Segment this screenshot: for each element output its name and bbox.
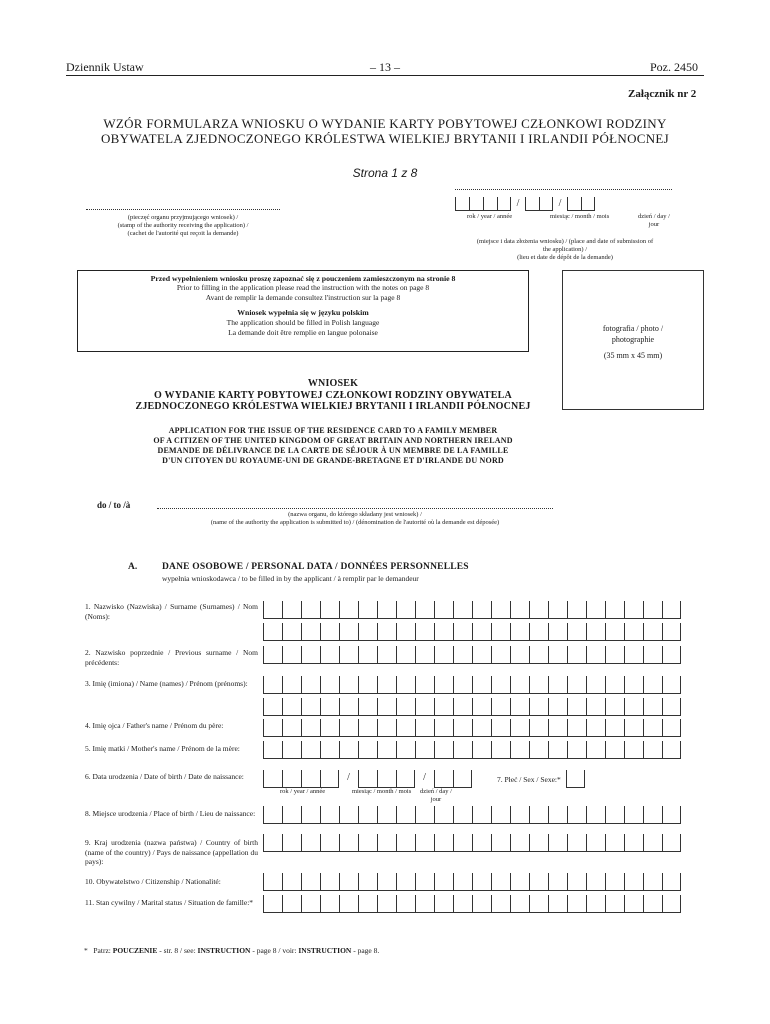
char-box[interactable] bbox=[510, 741, 529, 759]
char-box[interactable] bbox=[263, 741, 282, 759]
char-box[interactable] bbox=[491, 741, 510, 759]
char-box[interactable] bbox=[548, 719, 567, 737]
char-box[interactable] bbox=[320, 895, 339, 913]
char-box[interactable] bbox=[472, 698, 491, 716]
page-number: – 13 – bbox=[370, 60, 400, 74]
char-box[interactable] bbox=[491, 676, 510, 694]
date-year-label: rok / year / année bbox=[467, 213, 513, 220]
char-box[interactable] bbox=[415, 623, 434, 641]
char-box[interactable] bbox=[301, 806, 320, 824]
char-box[interactable] bbox=[358, 623, 377, 641]
char-box[interactable] bbox=[605, 719, 624, 737]
char-box[interactable] bbox=[358, 646, 377, 664]
char-box[interactable] bbox=[643, 834, 662, 852]
char-box[interactable] bbox=[510, 676, 529, 694]
char-box[interactable] bbox=[624, 741, 643, 759]
char-box[interactable] bbox=[396, 834, 415, 852]
char-box[interactable] bbox=[320, 623, 339, 641]
char-box[interactable] bbox=[453, 806, 472, 824]
char-box[interactable] bbox=[491, 719, 510, 737]
char-box[interactable] bbox=[472, 834, 491, 852]
stamp-caption: (pieczęć organu przyjmującego wniosek) / (stamp of the authority receiving the application) / (cachet de l'autorité qui reçoit la demande) bbox=[117, 214, 249, 237]
char-box[interactable] bbox=[510, 698, 529, 716]
char-box[interactable] bbox=[415, 676, 434, 694]
char-box[interactable] bbox=[396, 698, 415, 716]
char-box[interactable] bbox=[434, 895, 453, 913]
char-box[interactable] bbox=[643, 895, 662, 913]
char-box[interactable] bbox=[263, 623, 282, 641]
char-box[interactable] bbox=[434, 601, 453, 619]
char-box[interactable] bbox=[586, 646, 605, 664]
char-box[interactable] bbox=[282, 646, 301, 664]
char-box[interactable] bbox=[662, 873, 681, 891]
char-box[interactable] bbox=[377, 601, 396, 619]
char-box[interactable] bbox=[529, 873, 548, 891]
char-box[interactable] bbox=[529, 623, 548, 641]
char-box[interactable] bbox=[282, 698, 301, 716]
char-box[interactable] bbox=[434, 623, 453, 641]
to-label: do / to /à bbox=[97, 500, 131, 510]
char-box[interactable] bbox=[586, 806, 605, 824]
char-box[interactable] bbox=[358, 834, 377, 852]
char-box[interactable] bbox=[624, 601, 643, 619]
char-box[interactable] bbox=[510, 719, 529, 737]
char-box[interactable] bbox=[529, 834, 548, 852]
char-box[interactable] bbox=[301, 676, 320, 694]
char-box[interactable] bbox=[434, 806, 453, 824]
char-box[interactable] bbox=[472, 719, 491, 737]
char-box[interactable] bbox=[339, 676, 358, 694]
char-box[interactable] bbox=[396, 601, 415, 619]
char-box[interactable] bbox=[662, 676, 681, 694]
char-box[interactable] bbox=[339, 806, 358, 824]
char-box[interactable] bbox=[320, 741, 339, 759]
char-box[interactable] bbox=[301, 834, 320, 852]
char-box[interactable] bbox=[586, 873, 605, 891]
char-box[interactable] bbox=[529, 601, 548, 619]
photo-box: fotografia / photo / photographie (35 mm x 45 mm) bbox=[562, 270, 704, 410]
place-of-birth-boxes[interactable] bbox=[263, 806, 681, 824]
char-box[interactable] bbox=[453, 676, 472, 694]
char-box[interactable] bbox=[301, 698, 320, 716]
char-box[interactable] bbox=[301, 873, 320, 891]
char-box[interactable] bbox=[662, 719, 681, 737]
char-box[interactable] bbox=[548, 646, 567, 664]
char-box[interactable] bbox=[510, 623, 529, 641]
char-box[interactable] bbox=[282, 741, 301, 759]
char-box[interactable] bbox=[263, 698, 282, 716]
char-box[interactable] bbox=[586, 895, 605, 913]
field-label-citizenship: 10. Obywatelstwo / Citizenship / Nationalité: bbox=[85, 877, 221, 886]
char-box[interactable] bbox=[453, 601, 472, 619]
char-box[interactable] bbox=[358, 806, 377, 824]
submission-date-boxes[interactable]: / / bbox=[455, 197, 595, 211]
place-line bbox=[455, 189, 672, 190]
position-number: Poz. 2450 bbox=[650, 60, 698, 74]
char-box[interactable] bbox=[453, 698, 472, 716]
section-title: DANE OSOBOWE / PERSONAL DATA / DONNÉES PERSONNELLES bbox=[162, 562, 469, 572]
char-box[interactable] bbox=[358, 873, 377, 891]
char-box[interactable] bbox=[491, 834, 510, 852]
char-box[interactable] bbox=[339, 601, 358, 619]
char-box[interactable] bbox=[586, 741, 605, 759]
char-box[interactable] bbox=[624, 623, 643, 641]
char-box[interactable] bbox=[643, 698, 662, 716]
field-label-father-name: 4. Imię ojca / Father's name / Prénom du père: bbox=[85, 721, 224, 730]
field-label-previous-surname: 2. Nazwisko poprzednie / Previous surname / Nom précédents: bbox=[85, 648, 258, 667]
char-box[interactable] bbox=[529, 719, 548, 737]
previous-surname-boxes[interactable] bbox=[263, 646, 681, 664]
char-box[interactable] bbox=[472, 601, 491, 619]
char-box[interactable] bbox=[434, 719, 453, 737]
char-box[interactable] bbox=[358, 601, 377, 619]
char-box[interactable] bbox=[567, 895, 586, 913]
char-box[interactable] bbox=[377, 698, 396, 716]
char-box[interactable] bbox=[548, 676, 567, 694]
char-box[interactable] bbox=[453, 623, 472, 641]
char-box[interactable] bbox=[586, 834, 605, 852]
char-box[interactable] bbox=[624, 676, 643, 694]
place-caption: (miejsce i data złożenia wniosku) / (place and date of submission of the application) / (lieu et date de dépôt de la demande) bbox=[476, 238, 654, 261]
field-label-marital-status: 11. Stan cywilny / Marital status / Situation de famille:* bbox=[85, 898, 254, 907]
char-box[interactable] bbox=[605, 834, 624, 852]
char-box[interactable] bbox=[510, 601, 529, 619]
char-box[interactable] bbox=[491, 895, 510, 913]
char-box[interactable] bbox=[339, 741, 358, 759]
char-box[interactable] bbox=[263, 806, 282, 824]
char-box[interactable] bbox=[529, 676, 548, 694]
char-box[interactable] bbox=[605, 741, 624, 759]
char-box[interactable] bbox=[339, 719, 358, 737]
char-box[interactable] bbox=[491, 806, 510, 824]
char-box[interactable] bbox=[605, 698, 624, 716]
char-box[interactable] bbox=[415, 834, 434, 852]
char-box[interactable] bbox=[263, 873, 282, 891]
authority-line[interactable] bbox=[157, 508, 553, 509]
char-box[interactable] bbox=[320, 806, 339, 824]
char-box[interactable] bbox=[567, 676, 586, 694]
char-box[interactable] bbox=[282, 676, 301, 694]
char-box[interactable] bbox=[605, 601, 624, 619]
char-box[interactable] bbox=[320, 719, 339, 737]
char-box[interactable] bbox=[491, 646, 510, 664]
section-subtitle: wypełnia wnioskodawca / to be filled in by the applicant / à remplir par le demandeur bbox=[162, 574, 419, 583]
char-box[interactable] bbox=[396, 895, 415, 913]
char-box[interactable] bbox=[415, 873, 434, 891]
char-box[interactable] bbox=[434, 834, 453, 852]
char-box[interactable] bbox=[662, 806, 681, 824]
char-box[interactable] bbox=[415, 895, 434, 913]
char-box[interactable] bbox=[567, 601, 586, 619]
char-box[interactable] bbox=[339, 623, 358, 641]
char-box[interactable] bbox=[358, 741, 377, 759]
field-label-name: 3. Imię (imiona) / Name (names) / Prénom (prénoms): bbox=[85, 679, 248, 688]
char-box[interactable] bbox=[624, 646, 643, 664]
char-box[interactable] bbox=[396, 646, 415, 664]
char-box[interactable] bbox=[548, 806, 567, 824]
char-box[interactable] bbox=[320, 834, 339, 852]
header-divider bbox=[66, 75, 704, 76]
char-box[interactable] bbox=[301, 601, 320, 619]
field-label-country-of-birth: 9. Kraj urodzenia (nazwa państwa) / Country of birth (name of the country) / Pays de naissance (appellation du pays): bbox=[85, 838, 258, 866]
surname-boxes-row1[interactable] bbox=[263, 601, 681, 619]
char-box[interactable] bbox=[548, 834, 567, 852]
char-box[interactable] bbox=[605, 895, 624, 913]
char-box[interactable] bbox=[282, 719, 301, 737]
stamp-line bbox=[86, 209, 280, 210]
char-box[interactable] bbox=[548, 601, 567, 619]
char-box[interactable] bbox=[567, 623, 586, 641]
char-box[interactable] bbox=[529, 895, 548, 913]
char-box[interactable] bbox=[301, 623, 320, 641]
char-box[interactable] bbox=[643, 873, 662, 891]
char-box[interactable] bbox=[263, 719, 282, 737]
char-box[interactable] bbox=[586, 623, 605, 641]
char-box[interactable] bbox=[415, 741, 434, 759]
char-box[interactable] bbox=[548, 741, 567, 759]
char-box[interactable] bbox=[396, 873, 415, 891]
char-box[interactable] bbox=[453, 741, 472, 759]
char-box[interactable] bbox=[339, 895, 358, 913]
char-box[interactable] bbox=[491, 623, 510, 641]
char-box[interactable] bbox=[662, 601, 681, 619]
dob-day-label: dzień / day / jour bbox=[420, 788, 452, 803]
char-box[interactable] bbox=[567, 698, 586, 716]
char-box[interactable] bbox=[453, 646, 472, 664]
char-box[interactable] bbox=[434, 676, 453, 694]
char-box[interactable] bbox=[472, 873, 491, 891]
char-box[interactable] bbox=[263, 601, 282, 619]
char-box[interactable] bbox=[282, 623, 301, 641]
char-box[interactable] bbox=[586, 719, 605, 737]
char-box[interactable] bbox=[377, 834, 396, 852]
char-box[interactable] bbox=[472, 806, 491, 824]
char-box[interactable] bbox=[624, 698, 643, 716]
char-box[interactable] bbox=[643, 601, 662, 619]
father-name-boxes[interactable] bbox=[263, 719, 681, 737]
date-day-label: dzień / day / jour bbox=[638, 213, 670, 228]
char-box[interactable] bbox=[320, 873, 339, 891]
char-box[interactable] bbox=[567, 873, 586, 891]
char-box[interactable] bbox=[434, 873, 453, 891]
char-box[interactable] bbox=[662, 834, 681, 852]
char-box[interactable] bbox=[396, 676, 415, 694]
char-box[interactable] bbox=[662, 646, 681, 664]
field-label-place-of-birth: 8. Miejsce urodzenia / Place of birth / Lieu de naissance: bbox=[85, 809, 256, 818]
application-heading-pl: WNIOSEK O WYDANIE KARTY POBYTOWEJ CZŁONKOWI RODZINY OBYWATELA ZJEDNOCZONEGO KRÓLESTWA WIELKIEJ BRYTANII I IRLANDII PÓŁNOCNEJ bbox=[135, 378, 531, 412]
char-box[interactable] bbox=[282, 806, 301, 824]
char-box[interactable] bbox=[567, 646, 586, 664]
char-box[interactable] bbox=[377, 873, 396, 891]
char-box[interactable] bbox=[529, 741, 548, 759]
char-box[interactable] bbox=[529, 806, 548, 824]
char-box[interactable] bbox=[643, 623, 662, 641]
char-box[interactable] bbox=[510, 834, 529, 852]
char-box[interactable] bbox=[605, 873, 624, 891]
footnote: * Patrz: POUCZENIE - str. 8 / see: INSTRUCTION - page 8 / voir: INSTRUCTION - page 8. bbox=[84, 946, 380, 955]
char-box[interactable] bbox=[453, 719, 472, 737]
dob-month-label: miesiąc / month / mois bbox=[352, 788, 412, 795]
char-box[interactable] bbox=[282, 873, 301, 891]
char-box[interactable] bbox=[548, 873, 567, 891]
char-box[interactable] bbox=[301, 895, 320, 913]
char-box[interactable] bbox=[662, 698, 681, 716]
instruction-box: Przed wypełnieniem wniosku proszę zapoznać się z pouczeniem zamieszczonym na stronie 8 Prior to filling in the application please read the instruction with the notes on page 8 Avant de remplir la demande consultez l'instruction sur la page 8 Wniosek wypełnia się w języku polskim The application should be filled in Polish language La demande doit être remplie en langue polonaise bbox=[77, 270, 529, 352]
char-box[interactable] bbox=[358, 698, 377, 716]
char-box[interactable] bbox=[453, 895, 472, 913]
dob-year-label: rok / year / année bbox=[280, 788, 326, 795]
char-box[interactable] bbox=[605, 676, 624, 694]
char-box[interactable] bbox=[472, 676, 491, 694]
char-box[interactable] bbox=[415, 806, 434, 824]
char-box[interactable] bbox=[453, 834, 472, 852]
char-box[interactable] bbox=[396, 623, 415, 641]
char-box[interactable] bbox=[510, 873, 529, 891]
citizenship-boxes[interactable] bbox=[263, 873, 681, 891]
name-boxes-row1[interactable] bbox=[263, 676, 681, 694]
page-indicator: Strona 1 z 8 bbox=[352, 166, 418, 180]
char-box[interactable] bbox=[358, 719, 377, 737]
char-box[interactable] bbox=[377, 895, 396, 913]
char-box[interactable] bbox=[624, 895, 643, 913]
char-box[interactable] bbox=[548, 698, 567, 716]
date-of-birth-boxes[interactable]: / / bbox=[263, 770, 472, 788]
char-box[interactable] bbox=[320, 676, 339, 694]
application-heading-en-fr: APPLICATION FOR THE ISSUE OF THE RESIDENCE CARD TO A FAMILY MEMBER OF A CITIZEN OF THE UNITED KINGDOM OF GREAT BRITAIN AND NORTHERN IRELAND DEMANDE DE DÉLIVRANCE DE LA CARTE DE SÉJOUR À UN MEMBRE DE LA FAMILLE D'UN CITOYEN DU ROYAUME-UNI DE GRANDE-BRETAGNE ET D'IRLANDE DU NORD bbox=[153, 426, 513, 465]
char-box[interactable] bbox=[567, 741, 586, 759]
char-box[interactable] bbox=[624, 834, 643, 852]
char-box[interactable] bbox=[643, 741, 662, 759]
char-box[interactable] bbox=[377, 741, 396, 759]
char-box[interactable] bbox=[434, 741, 453, 759]
name-boxes-row2[interactable] bbox=[263, 698, 681, 716]
char-box[interactable] bbox=[510, 646, 529, 664]
char-box[interactable] bbox=[415, 698, 434, 716]
journal-name: Dziennik Ustaw bbox=[66, 60, 144, 74]
char-box[interactable] bbox=[586, 676, 605, 694]
char-box[interactable] bbox=[358, 895, 377, 913]
char-box[interactable] bbox=[339, 873, 358, 891]
char-box[interactable] bbox=[263, 895, 282, 913]
char-box[interactable] bbox=[263, 834, 282, 852]
char-box[interactable] bbox=[396, 741, 415, 759]
char-box[interactable] bbox=[434, 698, 453, 716]
char-box[interactable] bbox=[662, 623, 681, 641]
char-box[interactable] bbox=[548, 623, 567, 641]
char-box[interactable] bbox=[605, 806, 624, 824]
mother-name-boxes[interactable] bbox=[263, 741, 681, 759]
char-box[interactable] bbox=[491, 698, 510, 716]
char-box[interactable] bbox=[320, 698, 339, 716]
char-box[interactable] bbox=[605, 623, 624, 641]
char-box[interactable] bbox=[624, 719, 643, 737]
char-box[interactable] bbox=[415, 719, 434, 737]
sex-box[interactable] bbox=[566, 770, 585, 788]
char-box[interactable] bbox=[586, 698, 605, 716]
char-box[interactable] bbox=[472, 741, 491, 759]
field-label-surname: 1. Nazwisko (Nazwiska) / Surname (Surnames) / Nom (Noms): bbox=[85, 602, 258, 621]
char-box[interactable] bbox=[377, 806, 396, 824]
char-box[interactable] bbox=[339, 698, 358, 716]
char-box[interactable] bbox=[548, 895, 567, 913]
char-box[interactable] bbox=[472, 646, 491, 664]
char-box[interactable] bbox=[529, 646, 548, 664]
char-box[interactable] bbox=[605, 646, 624, 664]
section-letter: A. bbox=[128, 562, 138, 572]
char-box[interactable] bbox=[491, 873, 510, 891]
char-box[interactable] bbox=[320, 601, 339, 619]
char-box[interactable] bbox=[434, 646, 453, 664]
char-box[interactable] bbox=[263, 646, 282, 664]
char-box[interactable] bbox=[282, 834, 301, 852]
char-box[interactable] bbox=[643, 806, 662, 824]
char-box[interactable] bbox=[415, 646, 434, 664]
char-box[interactable] bbox=[377, 646, 396, 664]
date-month-label: miesiąc / month / mois bbox=[550, 213, 610, 220]
form-title: WZÓR FORMULARZA WNIOSKU O WYDANIE KARTY POBYTOWEJ CZŁONKOWI RODZINY OBYWATELA ZJEDNOCZONEGO KRÓLESTWA WIELKIEJ BRYTANII I IRLANDII PÓŁNOCNEJ bbox=[100, 116, 670, 146]
char-box[interactable] bbox=[339, 834, 358, 852]
char-box[interactable] bbox=[643, 719, 662, 737]
char-box[interactable] bbox=[377, 719, 396, 737]
char-box[interactable] bbox=[472, 895, 491, 913]
char-box[interactable] bbox=[472, 623, 491, 641]
char-box[interactable] bbox=[282, 601, 301, 619]
country-of-birth-boxes[interactable] bbox=[263, 834, 681, 852]
field-label-mother-name: 5. Imię matki / Mother's name / Prénom de la mère: bbox=[85, 744, 240, 753]
char-box[interactable] bbox=[567, 719, 586, 737]
char-box[interactable] bbox=[301, 646, 320, 664]
surname-boxes-row2[interactable] bbox=[263, 623, 681, 641]
char-box[interactable] bbox=[320, 646, 339, 664]
char-box[interactable] bbox=[491, 601, 510, 619]
char-box[interactable] bbox=[377, 676, 396, 694]
char-box[interactable] bbox=[529, 698, 548, 716]
marital-status-boxes[interactable] bbox=[263, 895, 681, 913]
char-box[interactable] bbox=[643, 646, 662, 664]
authority-caption: (nazwa organu, do którego składany jest wniosek) / (name of the authority the application is submitted to) / (dénomination de l'autorité où la demande est déposée) bbox=[210, 511, 500, 526]
char-box[interactable] bbox=[377, 623, 396, 641]
char-box[interactable] bbox=[643, 676, 662, 694]
char-box[interactable] bbox=[624, 873, 643, 891]
char-box[interactable] bbox=[586, 601, 605, 619]
sex-label: 7. Płeć / Sex / Sexe:* bbox=[497, 775, 561, 784]
char-box[interactable] bbox=[624, 806, 643, 824]
char-box[interactable] bbox=[662, 895, 681, 913]
field-label-date-of-birth: 6. Data urodzenia / Date of birth / Date de naissance: bbox=[85, 772, 244, 781]
char-box[interactable] bbox=[396, 719, 415, 737]
char-box[interactable] bbox=[662, 741, 681, 759]
char-box[interactable] bbox=[510, 895, 529, 913]
char-box[interactable] bbox=[567, 834, 586, 852]
char-box[interactable] bbox=[396, 806, 415, 824]
char-box[interactable] bbox=[415, 601, 434, 619]
char-box[interactable] bbox=[453, 873, 472, 891]
char-box[interactable] bbox=[358, 676, 377, 694]
char-box[interactable] bbox=[282, 895, 301, 913]
char-box[interactable] bbox=[510, 806, 529, 824]
char-box[interactable] bbox=[339, 646, 358, 664]
char-box[interactable] bbox=[567, 806, 586, 824]
char-box[interactable] bbox=[301, 741, 320, 759]
char-box[interactable] bbox=[263, 676, 282, 694]
annex-label: Załącznik nr 2 bbox=[628, 88, 697, 100]
char-box[interactable] bbox=[301, 719, 320, 737]
